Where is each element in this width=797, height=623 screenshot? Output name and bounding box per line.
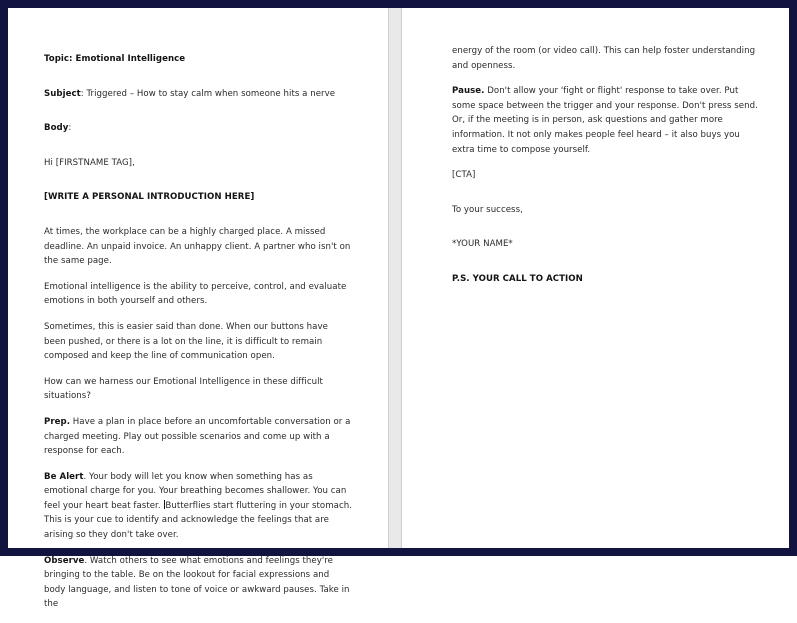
paragraph-prep[interactable] (44, 415, 352, 459)
paragraph-pause[interactable] (452, 84, 758, 157)
viewer-frame-right (789, 0, 797, 556)
page-left-content[interactable] (44, 52, 352, 623)
body-label-text: : (68, 123, 72, 134)
paragraph-be-alert-label: Be Alert (44, 471, 84, 482)
paragraph-prep-label: Prep. (44, 416, 70, 427)
document-page-left[interactable] (8, 8, 388, 610)
paragraph-energy-continued[interactable] (452, 44, 758, 73)
paragraph-definition-text: Emotional intelligence is the ability to perceive, control, and evaluate emotions in both yourself and others. (44, 281, 347, 307)
subject-heading[interactable] (44, 87, 352, 102)
paragraph-prep-text: Have a plan in place before an uncomfortable conversation or a charged meeting. Play out possible scenarios and come up with a response for each. (44, 416, 351, 457)
paragraph-question-text: How can we harness our Emotional Intelligence in these difficult situations? (44, 376, 323, 402)
paragraph-observe[interactable] (44, 554, 352, 612)
paragraph-be-alert-text: . Your body will let you know when something has as emotional charge for you. Your breathing becomes shallower. You can feel your heart beat faster. (44, 471, 347, 511)
cta-placeholder-text: [CTA] (452, 170, 476, 181)
subject-heading-text: : Triggered – How to stay calm when someone hits a nerve (80, 88, 336, 99)
topic-heading[interactable] (44, 52, 352, 67)
salutation-text: Hi [FIRSTNAME TAG], (44, 157, 135, 168)
paragraph-easier-said-text: Sometimes, this is easier said than done. When our buttons have been pushed, or there is a lot on the line, it is difficult to remain composed and keep the line of communication open. (44, 321, 328, 362)
document-page-right[interactable] (402, 8, 789, 548)
name-placeholder[interactable] (452, 237, 758, 252)
page-right-content[interactable] (452, 44, 758, 307)
personal-introduction-placeholder-label: [WRITE A PERSONAL INTRODUCTION HERE] (44, 192, 255, 203)
topic-heading-label: Topic: Emotional Intelligence (44, 54, 186, 64)
postscript-line-label: P.S. YOUR CALL TO ACTION (452, 273, 583, 284)
page-gutter (388, 8, 402, 548)
paragraph-easier-said[interactable] (44, 320, 352, 364)
body-label-label: Body (44, 123, 69, 134)
paragraph-pause-text: Don't allow your 'fight or flight' response to take over. Put some space between the trigger and your response. Don't press send. Or, if the meeting is in person, ask questions and gather more information. It not only makes people feel heard – it also buys you extra time to compose yourself. (452, 86, 758, 155)
paragraph-observe-text: . Watch others to see what emotions and feelings they're bringing to the table. Be on the lookout for facial expressions and body language, and listen to tone of voice or awkward pauses. Take in the (44, 555, 350, 610)
paragraph-be-alert-text-after-caret: Butterflies start fluttering in your stomach. This is your cue to identify and acknowledge the feelings that are arising so they don't take over. (44, 500, 352, 541)
signoff-line-text: To your success, (452, 204, 523, 215)
subject-heading-label: Subject (44, 88, 81, 99)
paragraph-definition[interactable] (44, 280, 352, 309)
paragraph-workplace[interactable] (44, 225, 352, 269)
body-label[interactable] (44, 121, 352, 136)
viewer-frame-top (0, 0, 797, 8)
document-surface (8, 8, 789, 610)
paragraph-pause-label: Pause. (452, 86, 485, 97)
name-placeholder-text: *YOUR NAME* (452, 239, 513, 250)
personal-introduction-placeholder[interactable] (44, 190, 352, 205)
paragraph-question[interactable] (44, 375, 352, 404)
postscript-line[interactable] (452, 272, 758, 287)
paragraph-be-alert[interactable] (44, 470, 352, 543)
cta-placeholder[interactable] (452, 168, 758, 183)
paragraph-observe-label: Observe (44, 555, 85, 566)
paragraph-workplace-text: At times, the workplace can be a highly charged place. A missed deadline. An unpaid invoice. An unhappy client. A partner who isn't on the same page. (44, 226, 351, 267)
paragraph-energy-continued-text: energy of the room (or video call). This can help foster understanding and openness. (452, 46, 756, 71)
viewer-frame-left (0, 0, 8, 556)
salutation[interactable] (44, 156, 352, 171)
signoff-line[interactable] (452, 203, 758, 218)
